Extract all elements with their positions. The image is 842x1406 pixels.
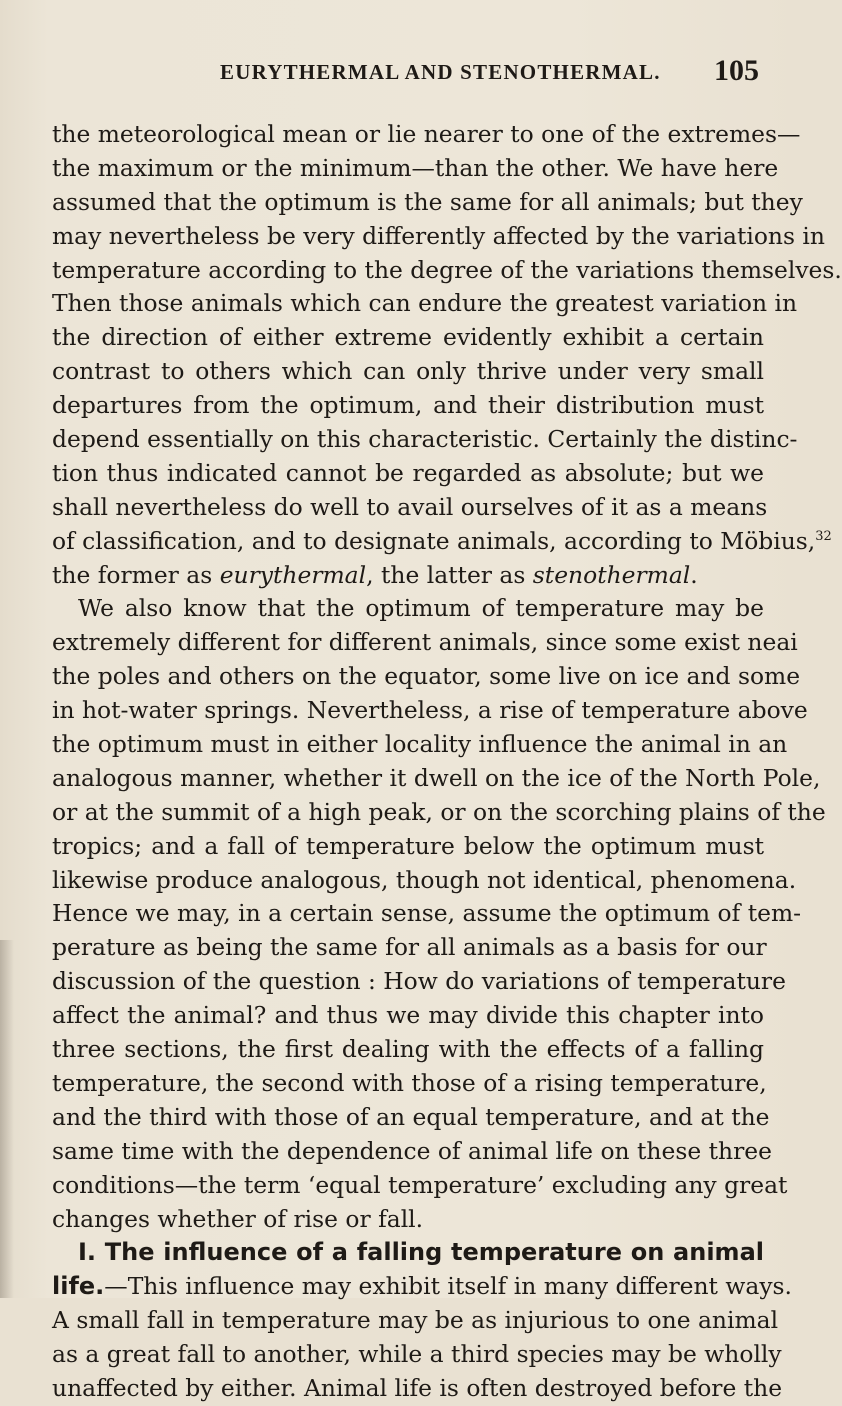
text-line: Then those animals which can endure the greatest variation in [52,289,798,318]
text-line: likewise produce analogous, though not identical, phenomena. [52,865,797,894]
text-segment: of classification, and to designate animals, according to Möbius, [52,526,816,555]
text-line: changes whether of rise or fall. [52,1204,424,1233]
page-number: 105 [714,54,759,87]
text-segment: . [690,560,698,589]
section-heading: I. The influence of a falling temperature on animal [78,1238,764,1267]
text-segment: —This influence may exhibit itself in many different ways. [104,1272,792,1301]
running-head [0,54,800,94]
text-line: the meteorological mean or lie nearer to one of the extremes— [52,120,801,148]
text-line: assumed that the optimum is the same for all animals; but they [52,187,803,216]
text-line: tion thus indicated cannot be regarded as absolute; but we [52,458,764,487]
footnote-reference: 32 [815,528,832,544]
text-line: extremely different for different animals, since some exist neai [52,628,798,657]
text-line: tropics; and a fall of temperature below the optimum must [52,831,764,860]
section-heading-line [52,1236,764,1270]
text-line: perature as being the same for all animals as a basis for our [52,933,767,962]
page-edge-shadow [0,940,14,1298]
body-text [52,118,842,1406]
text-line: same time with the dependence of animal life on these three [52,1136,772,1165]
text-line: unaffected by either. Animal life is often destroyed before the [52,1373,783,1402]
text-line: the maximum or the minimum—than the other. We have here [52,153,779,182]
text-line: may nevertheless be very differently affected by the variations in [52,221,825,250]
text-line: departures from the optimum, and their distribution must [52,391,764,420]
text-line: shall nevertheless do well to avail ourselves of it as a means [52,492,768,521]
text-line: analogous manner, whether it dwell on the ice of the North Pole, [52,763,821,792]
term-stenothermal: stenothermal [532,560,691,589]
text-segment: the former as [52,560,213,589]
text-line: affect the animal? and thus we may divide this chapter into [52,1001,764,1030]
text-line: temperature, the second with those of a rising temperature, [52,1068,767,1097]
text-line: temperature according to the degree of the variations themselves. [52,255,842,284]
text-line: or at the summit of a high peak, or on the scorching plains of the [52,797,826,826]
text-line: in hot-water springs. Nevertheless, a rise of temperature above [52,696,808,725]
text-line [52,559,764,593]
text-line: conditions—the term ‘equal temperature’ excluding any great [52,1170,788,1199]
text-line: Hence we may, in a certain sense, assume the optimum of tem- [52,899,802,928]
text-line: A small fall in temperature may be as injurious to one animal [52,1306,779,1335]
text-line: the direction of either extreme evidently exhibit a certain [52,323,764,352]
text-line: discussion of the question : How do variations of temperature [52,967,786,996]
text-line: the optimum must in either locality influence the animal in an [52,730,788,759]
text-line: the poles and others on the equator, some live on ice and some [52,662,801,691]
term-eurythermal: eurythermal [219,560,367,589]
text-line: depend essentially on this characteristic. Certainly the distinc- [52,425,798,454]
text-line: We also know that the optimum of temperature may be [78,594,764,623]
section-heading-continued: life. [52,1272,105,1301]
text-line: three sections, the first dealing with the effects of a falling [52,1035,764,1064]
text-line: and the third with those of an equal temperature, and at the [52,1102,770,1131]
text-line [52,1270,792,1304]
text-line [52,525,832,559]
running-title: EURYTHERMAL AND STENOTHERMAL. [220,60,661,84]
text-segment: , the latter as [366,560,526,589]
text-line: contrast to others which can only thrive under very small [52,357,764,386]
text-line: as a great fall to another, while a third species may be wholly [52,1340,782,1369]
